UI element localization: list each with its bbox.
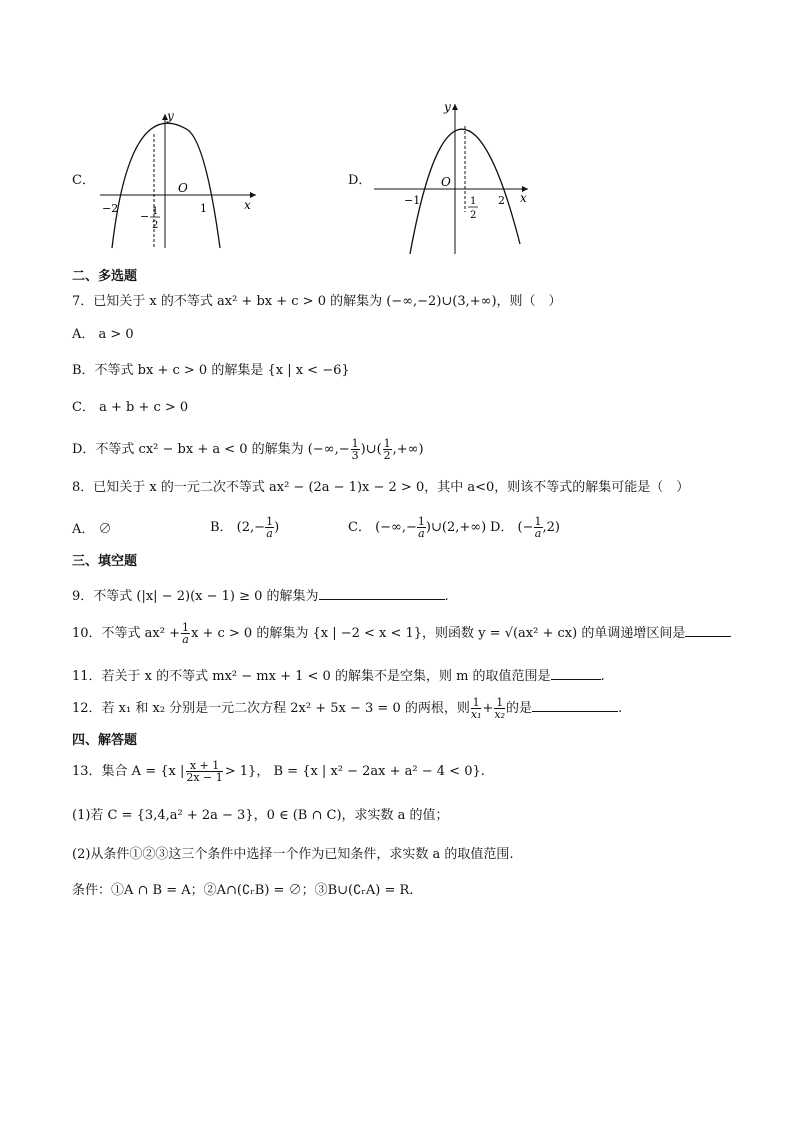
tick-2: 2 <box>498 194 505 207</box>
q7-d-post: ,+∞) <box>392 442 424 457</box>
q7-option-d <box>72 438 424 461</box>
tick-minus-1: −1 <box>404 194 421 207</box>
fraction: $\frac{1}{3}$ <box>351 437 359 462</box>
q9: 9．不等式 (|x| − 2)(x − 1) ≥ 0 的解集为 . <box>72 589 449 604</box>
q7-d-pre: D．不等式 cx² − bx + a < 0 的解集为 (−∞,− <box>72 442 350 457</box>
graph-d <box>372 96 538 256</box>
q8-stem: 8．已知关于 x 的一元二次不等式 ax² − (2a − 1)x − 2 > 0，其中 a<0，则该不等式的解集可能是（ ） <box>72 480 690 495</box>
section-solve: 四、解答题 <box>72 733 138 748</box>
q7-option-a: A． a > 0 <box>72 327 134 342</box>
tick-minus-2: −2 <box>102 202 119 215</box>
fraction: $\frac{1}{a}$ <box>266 515 274 540</box>
tick-half-num: 1 <box>470 196 477 207</box>
q8-option-c: C． (−∞,− $\frac{1}{a}$ )∪(2,+∞) <box>348 515 487 540</box>
x-label: x <box>244 198 251 212</box>
fraction: $\frac{1}{\text{x₂}}$ <box>494 696 506 721</box>
graph-c <box>96 104 266 252</box>
tick-minus-half-den: 2 <box>152 220 159 231</box>
q7-option-b: B．不等式 bx + c > 0 的解集是 {x | x < −6} <box>72 363 350 378</box>
parabola <box>112 123 220 248</box>
q13-part-2: (2)从条件①②③这三个条件中选择一个作为已知条件，求实数 a 的取值范围. <box>72 847 514 862</box>
q8-option-d: D． (− $\frac{1}{a}$ ,2) <box>490 515 561 540</box>
origin-label: O <box>178 181 188 195</box>
q7-option-c: C． a + b + c > 0 <box>72 400 189 415</box>
answer-blank <box>551 667 601 680</box>
y-label: y <box>444 100 451 114</box>
fraction: $\frac{1}{a}$ <box>417 515 425 540</box>
q8-option-a: A． ∅ <box>72 522 112 537</box>
q13-part-1: (1)若 C = {3,4,a² + 2a − 3}，0 ∈ (B ∩ C)，求实数 a 的值； <box>72 808 449 823</box>
tick-minus-half-sign: − <box>140 210 150 223</box>
fraction: $\frac{1}{a}$ <box>182 621 189 646</box>
origin-label: O <box>441 175 451 189</box>
fraction: $\frac{1}{\text{x₁}}$ <box>470 696 482 721</box>
q11: 11．若关于 x 的不等式 mx² − mx + 1 < 0 的解集不是空集，则 m 的取值范围是 . <box>72 669 605 684</box>
section-multi-choice: 二、多选题 <box>72 269 138 284</box>
option-c-label: C． <box>72 173 95 188</box>
q7-stem: 7．已知关于 x 的不等式 ax² + bx + c > 0 的解集为 (−∞,−2)∪(3,+∞)，则（ ） <box>72 294 562 309</box>
answer-blank <box>319 587 445 600</box>
tick-half-den: 2 <box>470 210 477 221</box>
answer-blank <box>685 624 731 637</box>
q7-d-mid: )∪( <box>360 442 382 457</box>
tick-1: 1 <box>200 202 207 215</box>
answer-blank <box>532 699 618 712</box>
y-label: y <box>167 109 174 123</box>
q12: 12．若 x₁ 和 x₂ 分别是一元二次方程 2x² + 5x − 3 = 0 的两根，则 $\frac{1}{\text{x₁}}$ + $\frac{1}{\text{x₂}}$ 的是 . <box>72 696 623 721</box>
q13-stem: 13．集合 A = {x | $\frac{x + 1}{2x - 1}$ > 1}， B = {x | x² − 2ax + a² − 4 < 0}. <box>72 759 485 784</box>
fraction: $\frac{x + 1}{2x - 1}$ <box>186 759 223 784</box>
section-fill-blank: 三、填空题 <box>72 554 138 569</box>
q13-conditions: 条件：①A ∩ B = A；②A∩(∁ᵣB) = ∅；③B∪(∁ᵣA) = R. <box>72 883 414 898</box>
option-d-label: D． <box>348 173 372 188</box>
q8-option-b: B． (2,− $\frac{1}{a}$ ) <box>210 515 280 540</box>
x-label: x <box>520 191 527 205</box>
tick-minus-half-num: 1 <box>152 206 159 217</box>
fraction: $\frac{1}{2}$ <box>383 437 391 462</box>
q10: 10．不等式 ax² + $\frac{1}{a}$ x + c > 0 的解集为 {x | −2 < x < 1}，则函数 y = √(ax² + cx) 的单调递增区间是 <box>72 622 731 645</box>
fraction: $\frac{1}{a}$ <box>534 515 542 540</box>
